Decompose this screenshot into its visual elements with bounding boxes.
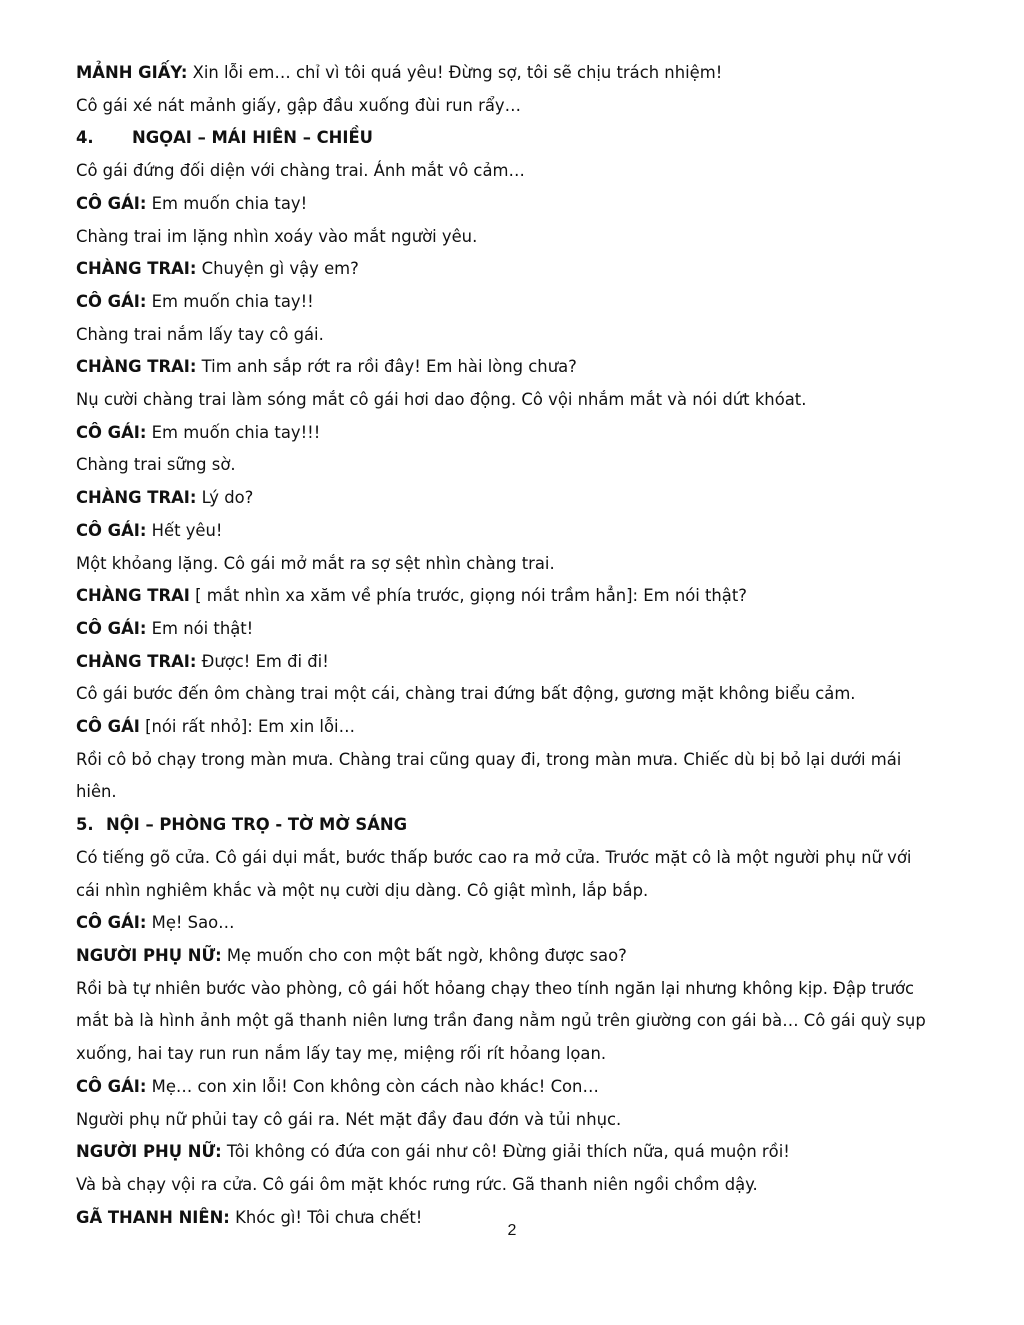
speaker-name: NGƯỜI PHỤ NỮ:: [76, 1142, 222, 1162]
dialogue-line: [76, 351, 956, 384]
speaker-name: CÔ GÁI: [76, 717, 140, 737]
scene-heading: [76, 122, 956, 155]
action-line: Và bà chạy vội ra cửa. Cô gái ôm mặt khóc rưng rức. Gã thanh niên ngồi chồm dậy.: [76, 1174, 758, 1194]
speaker-name: CHÀNG TRAI:: [76, 259, 197, 279]
speaker-name: NGƯỜI PHỤ NỮ:: [76, 945, 222, 965]
speaker-name: CÔ GÁI:: [76, 1076, 147, 1096]
dialogue-text: Tôi không có đứa con gái như cô! Đừng giải thích nữa, quá muộn rồi!: [221, 1142, 790, 1162]
speaker-name: CÔ GÁI:: [76, 913, 147, 933]
scene-heading: [76, 809, 956, 842]
action-line: Chàng trai im lặng nhìn xoáy vào mắt người yêu.: [76, 226, 478, 246]
dialogue-text: Khóc gì! Tôi chưa chết!: [229, 1207, 423, 1227]
speaker-name: CHÀNG TRAI:: [76, 357, 197, 377]
speaker-name: CÔ GÁI:: [76, 520, 147, 540]
speaker-name: CHÀNG TRAI: [76, 586, 190, 606]
dialogue-text: Được! Em đi đi!: [196, 651, 329, 671]
dialogue-text: [ mắt nhìn xa xăm về phía trước, giọng nói trầm hẳn]: Em nói thật?: [189, 586, 747, 606]
dialogue-line: [76, 188, 956, 221]
scene-title: NGỌAI – MÁI HIÊN – CHIỀU: [132, 128, 373, 148]
dialogue-line: [76, 907, 956, 940]
dialogue-line: [76, 57, 956, 90]
action-line: cái nhìn nghiêm khắc và một nụ cười dịu dàng. Cô giật mình, lắp bắp.: [76, 880, 649, 900]
speaker-name: CÔ GÁI:: [76, 193, 147, 213]
dialogue-line: [76, 580, 956, 613]
dialogue-line: [76, 253, 956, 286]
dialogue-line: [76, 417, 956, 450]
dialogue-line: [76, 940, 956, 973]
action-line: hiên.: [76, 782, 117, 802]
dialogue-text: [nói rất nhỏ]: Em xin lỗi…: [139, 717, 355, 737]
action-line: Nụ cười chàng trai làm sóng mắt cô gái hơi dao động. Cô vội nhắm mắt và nói dứt khóat.: [76, 390, 807, 410]
dialogue-line: [76, 1136, 956, 1169]
scene-number: 5.: [76, 815, 94, 835]
dialogue-text: Em muốn chia tay!!: [146, 291, 314, 311]
dialogue-line: [76, 646, 956, 679]
action-line: Chàng trai nắm lấy tay cô gái.: [76, 324, 324, 344]
action-line: Rồi bà tự nhiên bước vào phòng, cô gái hốt hỏang chạy theo tính ngăn lại nhưng không kịp. Đập trước: [76, 978, 915, 998]
speaker-name: MẢNH GIẤY:: [76, 63, 188, 82]
action-line: Người phụ nữ phủi tay cô gái ra. Nét mặt đầy đau đớn và tủi nhục.: [76, 1109, 622, 1129]
action-line: xuống, hai tay run run nắm lấy tay mẹ, miệng rối rít hỏang lọan.: [76, 1044, 607, 1064]
dialogue-text: Em muốn chia tay!: [146, 193, 308, 213]
dialogue-text: Em muốn chia tay!!!: [146, 422, 321, 442]
page-number: 2: [507, 1222, 517, 1239]
dialogue-text: Mẹ! Sao…: [146, 913, 235, 933]
action-line: Cô gái xé nát mảnh giấy, gập đầu xuống đùi run rẩy…: [76, 95, 521, 115]
action-line: Một khỏang lặng. Cô gái mở mắt ra sợ sệt nhìn chàng trai.: [76, 553, 555, 573]
speaker-name: CÔ GÁI:: [76, 618, 147, 638]
dialogue-text: Hết yêu!: [146, 520, 223, 540]
dialogue-text: Mẹ… con xin lỗi! Con không còn cách nào khác! Con…: [146, 1076, 599, 1096]
speaker-name: CHÀNG TRAI:: [76, 488, 197, 508]
dialogue-text: Em nói thật!: [146, 618, 254, 638]
scene-title: NỘI – PHÒNG TRỌ - TỜ MỜ SÁNG: [106, 815, 408, 835]
action-line: Rồi cô bỏ chạy trong màn mưa. Chàng trai cũng quay đi, trong màn mưa. Chiếc dù bị bỏ lại dưới mái: [76, 749, 902, 769]
scene-number: 4.: [76, 128, 94, 148]
dialogue-text: Xin lỗi em… chỉ vì tôi quá yêu! Đừng sợ, tôi sẽ chịu trách nhiệm!: [187, 63, 723, 82]
action-line: mắt bà là hình ảnh một gã thanh niên lưng trần đang nằm ngủ trên giường con gái bà… Cô gái quỳ sụp: [76, 1011, 926, 1031]
action-line: Cô gái bước đến ôm chàng trai một cái, chàng trai đứng bất động, gương mặt không biểu cảm.: [76, 684, 856, 704]
dialogue-line: [76, 515, 956, 548]
action-line: Chàng trai sững sờ.: [76, 455, 236, 475]
dialogue-text: Mẹ muốn cho con một bất ngờ, không được sao?: [221, 945, 627, 965]
dialogue-line: [76, 482, 956, 515]
action-line: Cô gái đứng đối diện với chàng trai. Ánh mắt vô cảm…: [76, 161, 525, 181]
speaker-name: CÔ GÁI:: [76, 291, 147, 311]
script-page: [76, 57, 956, 1234]
speaker-name: GÃ THANH NIÊN:: [76, 1207, 230, 1227]
dialogue-text: Lý do?: [196, 488, 254, 508]
dialogue-line: [76, 1071, 956, 1104]
speaker-name: CÔ GÁI:: [76, 422, 147, 442]
dialogue-text: Chuyện gì vậy em?: [196, 259, 359, 279]
dialogue-text: Tim anh sắp rớt ra rồi đây! Em hài lòng chưa?: [196, 357, 577, 377]
dialogue-line: [76, 711, 956, 744]
dialogue-line: [76, 613, 956, 646]
dialogue-line: [76, 286, 956, 319]
action-line: Có tiếng gõ cửa. Cô gái dụi mắt, bước thấp bước cao ra mở cửa. Trước mặt cô là một người phụ nữ với: [76, 847, 912, 867]
speaker-name: CHÀNG TRAI:: [76, 651, 197, 671]
